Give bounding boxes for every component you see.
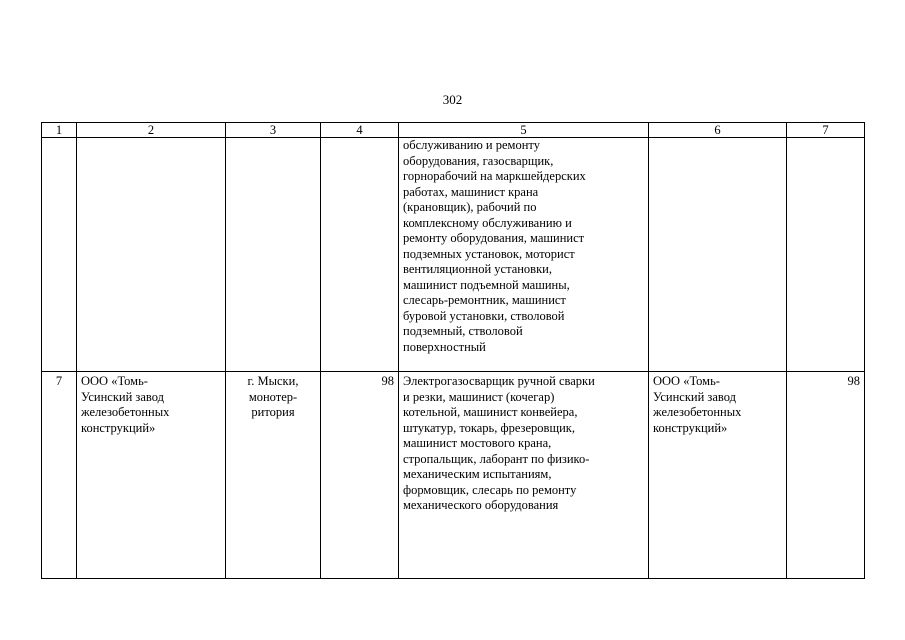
count-cell: 98 (321, 372, 399, 579)
professions-cell: обслуживанию и ремонту оборудования, газосварщик, горнорабочий на маркшейдерских работах, машинист крана (крановщик), рабочий по комплексному обслуживанию и ремонту оборудования, машинист подземных установок, моторист вентиляционной установки, машинист подъемной машины, слесарь-ремонтник, машинист буровой установки, стволовой подземный, стволовой поверхностный (399, 138, 649, 372)
data-table (41, 122, 865, 579)
count-cell-2: 98 (787, 372, 865, 579)
column-header: 2 (77, 123, 226, 138)
organization-cell-2 (649, 138, 787, 372)
column-header: 1 (42, 123, 77, 138)
column-header: 4 (321, 123, 399, 138)
count-cell (321, 138, 399, 372)
column-header: 6 (649, 123, 787, 138)
organization-cell-2: ООО «Томь- Усинский завод железобетонных конструкций» (649, 372, 787, 579)
count-cell-2 (787, 138, 865, 372)
column-header: 5 (399, 123, 649, 138)
row-number-cell (42, 138, 77, 372)
column-header: 3 (226, 123, 321, 138)
table-row (42, 372, 865, 579)
row-number-cell: 7 (42, 372, 77, 579)
table-header-row (42, 123, 865, 138)
column-header: 7 (787, 123, 865, 138)
organization-cell (77, 138, 226, 372)
page-number: 302 (442, 92, 463, 107)
location-cell: г. Мыски, монотер- ритория (226, 372, 321, 579)
professions-cell: Электрогазосварщик ручной сварки и резки, машинист (кочегар) котельной, машинист конвейера, штукатур, токарь, фрезеровщик, машинист мостового крана, стропальщик, лаборант по физико- механическим испытаниям, формовщик, слесарь по ремонту механического оборудования (399, 372, 649, 579)
organization-cell: ООО «Томь- Усинский завод железобетонных конструкций» (77, 372, 226, 579)
location-cell (226, 138, 321, 372)
table-row (42, 138, 865, 372)
